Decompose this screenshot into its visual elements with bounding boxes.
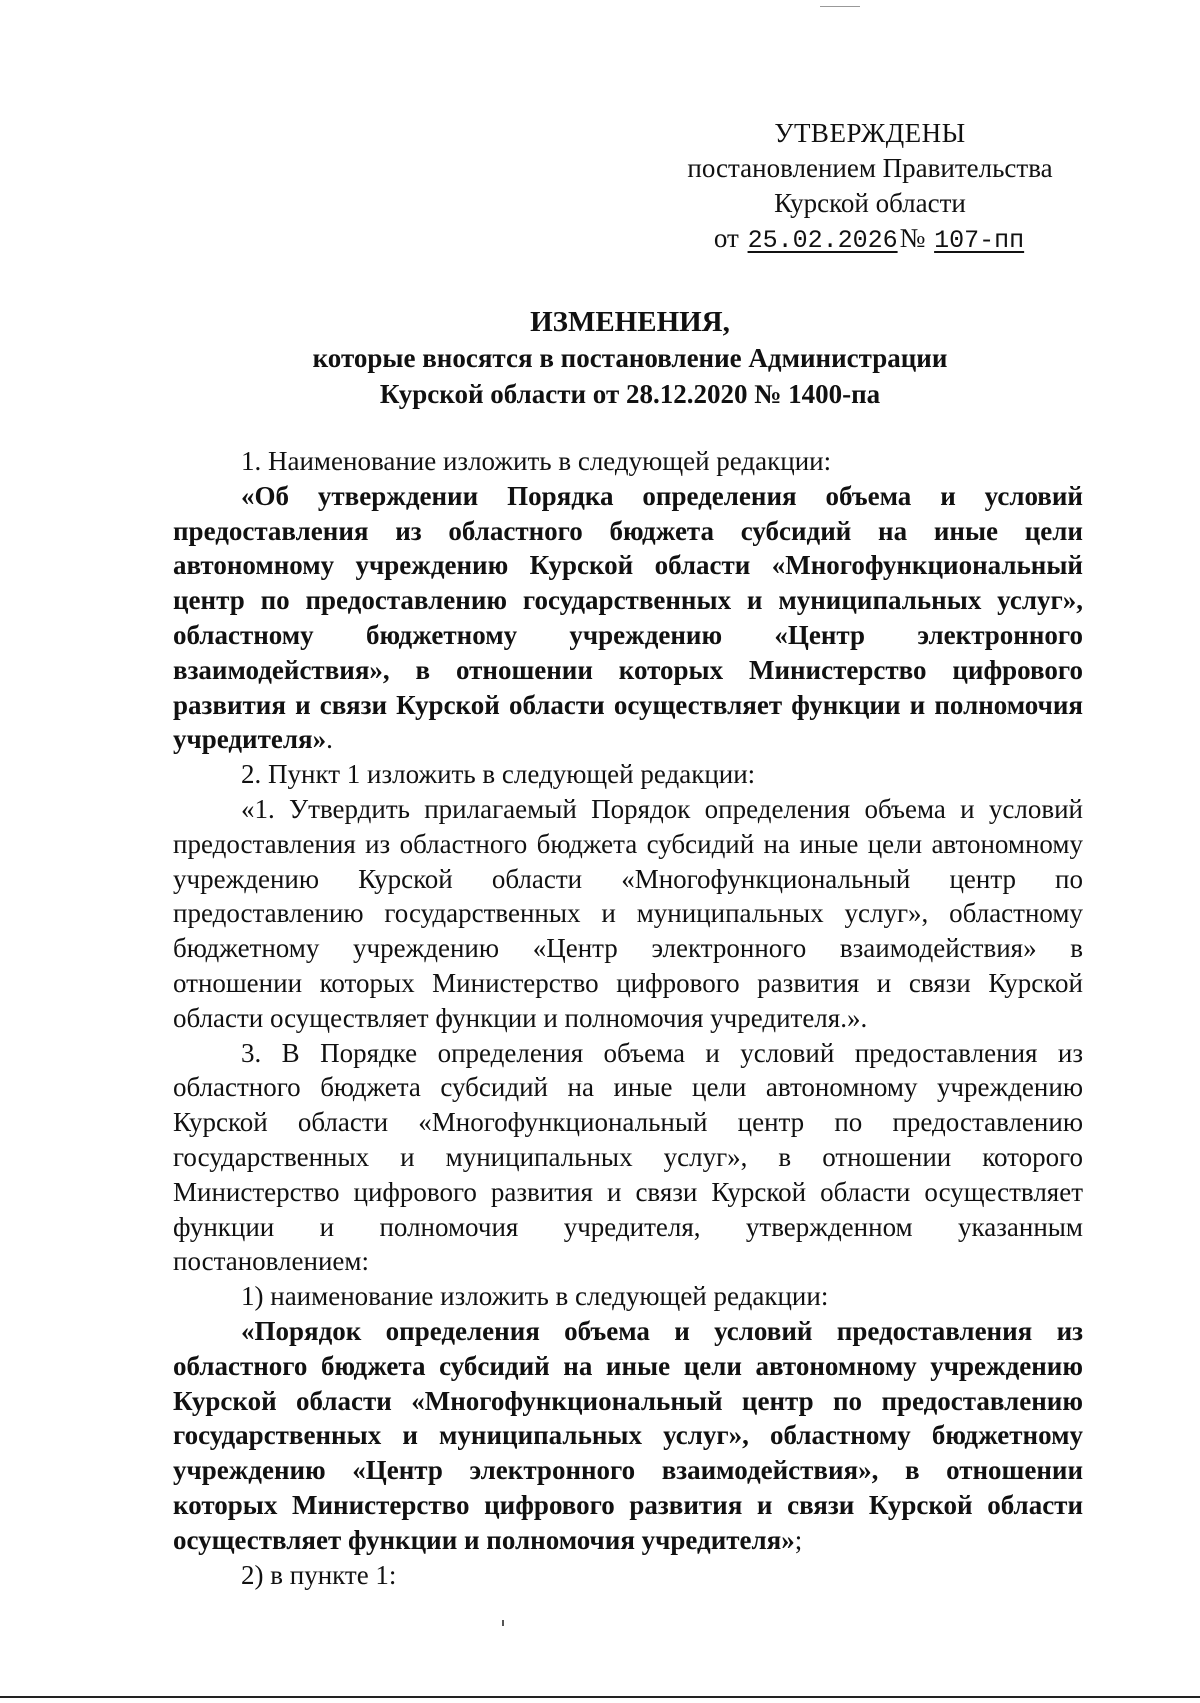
paragraph-4	[173, 792, 1083, 1036]
document-body	[173, 444, 1083, 1592]
approval-line-2: Курской области	[774, 188, 966, 218]
paragraph-text: 1) наименование изложить в следующей редакции:	[241, 1281, 829, 1312]
page-edge-line	[0, 1696, 1200, 1698]
paragraph-3	[173, 757, 1083, 792]
paragraph-2	[173, 479, 1083, 757]
paragraph-8	[173, 1558, 1083, 1593]
heading-line-1: которые вносятся в постановление Администрации	[312, 343, 948, 373]
paragraph-1	[173, 444, 1083, 479]
paragraph-text-bold: «Порядок определения объема и условий предоставления из областного бюджета субсидий на иные цели автономному учреждению Курской области «Многофункциональный центр по предоставлению государственных и муниципальных услуг», областному бюджетному учреждению «Центр электронного взаимодействия», в отношении которых Министерство цифрового развития и связи Курской области осуществляет функции и полномочия учредителя»	[173, 1315, 1083, 1555]
heading-line-2: Курской области от 28.12.2020 № 1400-па	[379, 379, 881, 409]
scan-artifact	[820, 6, 860, 7]
paragraph-tail: .	[326, 724, 333, 755]
paragraph-5	[173, 1036, 1083, 1280]
approval-number: 107-пп	[934, 226, 1025, 255]
heading-title: ИЗМЕНЕНИЯ,	[530, 306, 730, 338]
date-prefix: от	[713, 223, 739, 253]
paragraph-text: 2) в пункте 1:	[241, 1559, 397, 1590]
approval-line-1: постановлением Правительства	[687, 153, 1053, 183]
paragraph-6	[173, 1279, 1083, 1314]
paragraph-text-bold: «Об утверждении Порядка определения объема и условий предоставления из областного бюджета субсидий на иные цели автономному учреждению Курской области «Многофункциональный центр по предоставлению государственных и муниципальных услуг», областному бюджетному учреждению «Центр электронного взаимодействия», в отношении которых Министерство цифрового развития и связи Курской области осуществляет функции и полномочия учредителя»	[173, 480, 1083, 755]
document-heading	[130, 304, 1130, 412]
approval-date-line	[600, 221, 1140, 258]
approval-date: 25.02.2026	[747, 226, 898, 255]
paragraph-text: 3. В Порядке определения объема и условий предоставления из областного бюджета субсидий на иные цели автономному учреждению Курской области «Многофункциональный центр по предоставлению государственных и муниципальных услуг», в отношении которого Министерство цифрового развития и связи Курской области осуществляет функции и полномочия учредителя, утвержденном указанным постановлением:	[173, 1037, 1083, 1277]
number-prefix: №	[899, 223, 926, 253]
approval-stamp-block	[600, 116, 1140, 258]
paragraph-text: «1. Утвердить прилагаемый Порядок определения объема и условий предоставления из областного бюджета субсидий на иные цели автономному учреждению Курской области «Многофункциональный центр по предоставлению государственных и муниципальных услуг», областному бюджетному учреждению «Центр электронного взаимодействия» в отношении которых Министерство цифрового развития и связи Курской области осуществляет функции и полномочия учредителя.».	[173, 793, 1083, 1033]
paragraph-text: 1. Наименование изложить в следующей редакции:	[241, 446, 832, 476]
paragraph-tail: ;	[794, 1524, 803, 1555]
paragraph-7	[173, 1314, 1083, 1558]
approval-title: УТВЕРЖДЕНЫ	[774, 118, 966, 148]
paragraph-text: 2. Пункт 1 изложить в следующей редакции:	[241, 759, 756, 790]
scan-artifact	[502, 1620, 504, 1626]
